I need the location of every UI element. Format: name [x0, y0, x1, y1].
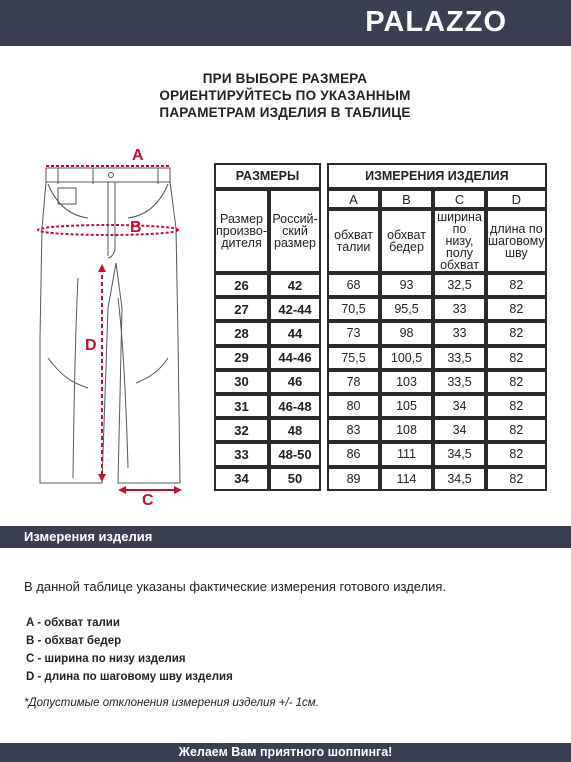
- table-cell: 33: [433, 297, 486, 321]
- header-hips: обхват бедер: [380, 209, 433, 273]
- table-cell: 32: [214, 418, 269, 442]
- table-cell: 82: [486, 467, 547, 491]
- table-row: [214, 394, 547, 418]
- table-cell: 114: [380, 467, 433, 491]
- table-cell: 31: [214, 394, 269, 418]
- table-cell: 86: [327, 442, 380, 466]
- letter-b: B: [380, 189, 433, 209]
- table-row: [214, 297, 547, 321]
- heading-line: ПАРАМЕТРАМ ИЗДЕЛИЯ В ТАБЛИЦЕ: [159, 105, 411, 120]
- table-cell: 32,5: [433, 273, 486, 297]
- table-cell: 82: [486, 442, 547, 466]
- table-cell: 95,5: [380, 297, 433, 321]
- header-inseam: длина по шаговому шву: [486, 209, 547, 273]
- table-cell: 93: [380, 273, 433, 297]
- table-cell: 29: [214, 346, 269, 370]
- legend-item: C - ширина по низу изделия: [26, 653, 186, 665]
- table-row: [214, 442, 547, 466]
- letter-c: C: [433, 189, 486, 209]
- label-b: B: [130, 219, 142, 236]
- table-cell: 98: [380, 321, 433, 345]
- label-c: C: [142, 492, 154, 509]
- table-cell: 82: [486, 273, 547, 297]
- header-bottom-width: ширина по низу, полу обхват: [433, 209, 486, 273]
- table-cell: 33: [433, 321, 486, 345]
- table-cell: 26: [214, 273, 269, 297]
- table-cell: 34: [433, 394, 486, 418]
- table-cell: 34: [214, 467, 269, 491]
- table-cell: 30: [214, 370, 269, 394]
- table-cell: 28: [214, 321, 269, 345]
- table-row: [214, 370, 547, 394]
- intro-text: В данной таблице указаны фактические измерения готового изделия.: [24, 579, 447, 594]
- table-cell: 27: [214, 297, 269, 321]
- table-cell: 42-44: [269, 297, 321, 321]
- table-cell: 105: [380, 394, 433, 418]
- brand-title: PALAZZO: [365, 6, 507, 38]
- table-row: [214, 273, 547, 297]
- header-waist: обхват талии: [327, 209, 380, 273]
- table-cell: 34: [433, 418, 486, 442]
- measures-header: ИЗМЕРЕНИЯ ИЗДЕЛИЯ: [327, 163, 547, 189]
- table-cell: 33: [214, 442, 269, 466]
- sizes-header: РАЗМЕРЫ: [214, 163, 321, 189]
- section-header: [0, 526, 571, 548]
- table-cell: 111: [380, 442, 433, 466]
- pants-illustration: [18, 138, 203, 510]
- table-cell: 82: [486, 370, 547, 394]
- table-cell: 100,5: [380, 346, 433, 370]
- table-cell: 44: [269, 321, 321, 345]
- heading-line: ОРИЕНТИРУЙТЕСЬ ПО УКАЗАННЫМ: [159, 88, 411, 103]
- table-row: [214, 321, 547, 345]
- table-cell: 78: [327, 370, 380, 394]
- header-russian-size: Россий- ский размер: [269, 189, 321, 273]
- table-cell: 68: [327, 273, 380, 297]
- table-cell: 33,5: [433, 370, 486, 394]
- table-cell: 42: [269, 273, 321, 297]
- table-cell: 82: [486, 394, 547, 418]
- table-cell: 82: [486, 321, 547, 345]
- top-banner: [0, 0, 571, 46]
- legend-item: B - обхват бедер: [26, 635, 122, 647]
- table-cell: 108: [380, 418, 433, 442]
- table-cell: 75,5: [327, 346, 380, 370]
- heading-line: ПРИ ВЫБОРЕ РАЗМЕРА: [202, 71, 368, 86]
- size-table: [214, 163, 547, 491]
- table-cell: 83: [327, 418, 380, 442]
- table-row: [214, 346, 547, 370]
- table-row: [214, 418, 547, 442]
- header-maker-size: Размер произво- дителя: [214, 189, 269, 273]
- footer-banner: [0, 743, 571, 762]
- label-a: A: [132, 147, 144, 164]
- page-heading: [110, 70, 460, 121]
- table-cell: 82: [486, 346, 547, 370]
- table-cell: 103: [380, 370, 433, 394]
- table-cell: 48: [269, 418, 321, 442]
- table-cell: 46-48: [269, 394, 321, 418]
- legend-list: [26, 614, 233, 686]
- table-cell: 50: [269, 467, 321, 491]
- table-cell: 44-46: [269, 346, 321, 370]
- label-d: D: [85, 337, 97, 354]
- legend-item: D - длина по шаговому шву изделия: [26, 671, 233, 683]
- table-cell: 34,5: [433, 442, 486, 466]
- section-title: Измерения изделия: [24, 529, 153, 544]
- table-cell: 33,5: [433, 346, 486, 370]
- table-cell: 80: [327, 394, 380, 418]
- letter-a: A: [327, 189, 380, 209]
- letter-d: D: [486, 189, 547, 209]
- table-cell: 70,5: [327, 297, 380, 321]
- table-cell: 34,5: [433, 467, 486, 491]
- table-row: [214, 467, 547, 491]
- table-cell: 48-50: [269, 442, 321, 466]
- table-cell: 46: [269, 370, 321, 394]
- table-cell: 89: [327, 467, 380, 491]
- table-cell: 82: [486, 297, 547, 321]
- table-cell: 73: [327, 321, 380, 345]
- tolerance-note: *Допустимые отклонения измерения изделия +/- 1см.: [24, 697, 319, 709]
- table-cell: 82: [486, 418, 547, 442]
- footer-text: Желаем Вам приятного шоппинга!: [178, 745, 393, 759]
- legend-item: A - обхват талии: [26, 617, 120, 629]
